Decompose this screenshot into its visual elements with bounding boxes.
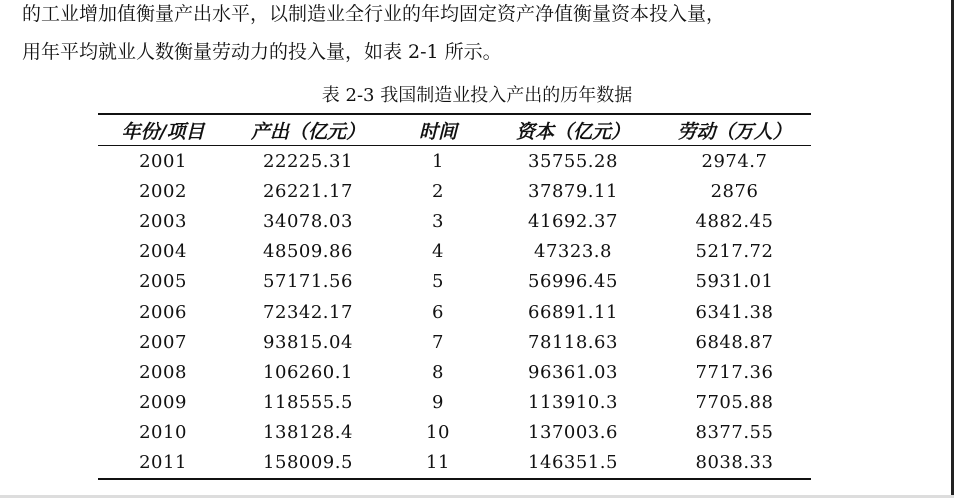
cell-labor: 6341.38 — [695, 301, 774, 323]
cell-time: 4 — [432, 241, 444, 263]
cell-output: 26221.17 — [263, 180, 353, 202]
cell-labor: 2974.7 — [701, 150, 768, 172]
cell-capital: 96361.03 — [528, 361, 618, 383]
cell-capital: 41692.37 — [528, 210, 618, 232]
cell-capital: 78118.63 — [528, 331, 618, 353]
paragraph-line-1: 的工业增加值衡量产出水平，以制造业全行业的年均固定资产净值衡量资本投入量， — [22, 3, 726, 25]
cell-output: 34078.03 — [263, 210, 353, 232]
cell-time: 5 — [432, 271, 444, 293]
table-row — [98, 418, 811, 448]
cell-time: 11 — [388, 448, 488, 479]
cell-output: 48509.86 — [263, 241, 353, 263]
cell-year: 2008 — [139, 361, 187, 383]
cell-output: 138128.4 — [263, 422, 353, 444]
cell-time: 7 — [432, 331, 444, 353]
cell-time: 1 — [432, 150, 444, 172]
cell-output: 118555.5 — [263, 392, 353, 414]
cell-labor: 6848.87 — [695, 331, 774, 353]
cell-year: 2001 — [139, 150, 187, 172]
table-row — [98, 357, 811, 387]
table-row — [98, 237, 811, 267]
cell-time: 9 — [432, 392, 444, 414]
cell-output: 158009.5 — [228, 448, 388, 479]
table-row — [98, 206, 811, 236]
cell-labor: 2876 — [710, 180, 759, 202]
cell-time: 8 — [432, 361, 444, 383]
cell-labor: 5217.72 — [695, 241, 774, 263]
header-labor: 劳动（万人） — [658, 114, 811, 146]
cell-time: 2 — [432, 180, 444, 202]
cell-labor: 4882.45 — [695, 210, 774, 232]
header-year: 年份/项目 — [98, 114, 228, 146]
table-row — [98, 146, 811, 177]
cell-year: 2010 — [139, 422, 187, 444]
cell-labor: 8377.55 — [695, 422, 774, 444]
cell-capital: 37879.11 — [528, 180, 618, 202]
table-row — [98, 267, 811, 297]
cell-year: 2007 — [139, 331, 187, 353]
table-row — [98, 297, 811, 327]
table-header-row — [98, 114, 811, 146]
table-row — [98, 176, 811, 206]
cell-year: 2004 — [139, 241, 187, 263]
table-body — [98, 146, 811, 480]
header-time: 时间 — [388, 114, 488, 146]
cell-output: 93815.04 — [263, 331, 353, 353]
cell-capital: 56996.45 — [528, 271, 618, 293]
cell-labor: 8038.33 — [658, 448, 811, 479]
table-caption: 表 2-3 我国制造业投入产出的历年数据 — [321, 85, 633, 106]
cell-capital: 137003.6 — [528, 422, 618, 444]
cell-year: 2009 — [139, 392, 187, 414]
cell-year: 2003 — [139, 210, 187, 232]
cell-labor: 5931.01 — [695, 271, 774, 293]
cell-capital: 66891.11 — [528, 301, 618, 323]
header-capital: 资本（亿元） — [488, 114, 658, 146]
cell-output: 57171.56 — [263, 271, 353, 293]
table-row — [98, 388, 811, 418]
cell-labor: 7717.36 — [695, 361, 774, 383]
cell-labor: 7705.88 — [695, 392, 774, 414]
cell-output: 22225.31 — [263, 150, 353, 172]
data-table — [98, 113, 811, 480]
cell-time: 10 — [426, 422, 450, 444]
table-row — [98, 448, 811, 479]
cell-capital: 47323.8 — [534, 241, 612, 263]
cell-output: 106260.1 — [263, 361, 353, 383]
cell-year: 2002 — [139, 180, 187, 202]
header-output: 产出（亿元） — [228, 114, 388, 146]
cell-time: 3 — [432, 210, 444, 232]
cell-capital: 113910.3 — [528, 392, 618, 414]
cell-year: 2011 — [98, 448, 228, 479]
cell-capital: 35755.28 — [528, 150, 618, 172]
cell-output: 72342.17 — [263, 301, 353, 323]
paragraph-line-2: 用年平均就业人数衡量劳动力的投入量，如表 2-1 所示。 — [22, 41, 502, 63]
table-row — [98, 327, 811, 357]
cell-capital: 146351.5 — [488, 448, 658, 479]
data-table-container — [98, 113, 811, 480]
cell-year: 2005 — [139, 271, 187, 293]
cell-time: 6 — [432, 301, 444, 323]
cell-year: 2006 — [139, 301, 187, 323]
